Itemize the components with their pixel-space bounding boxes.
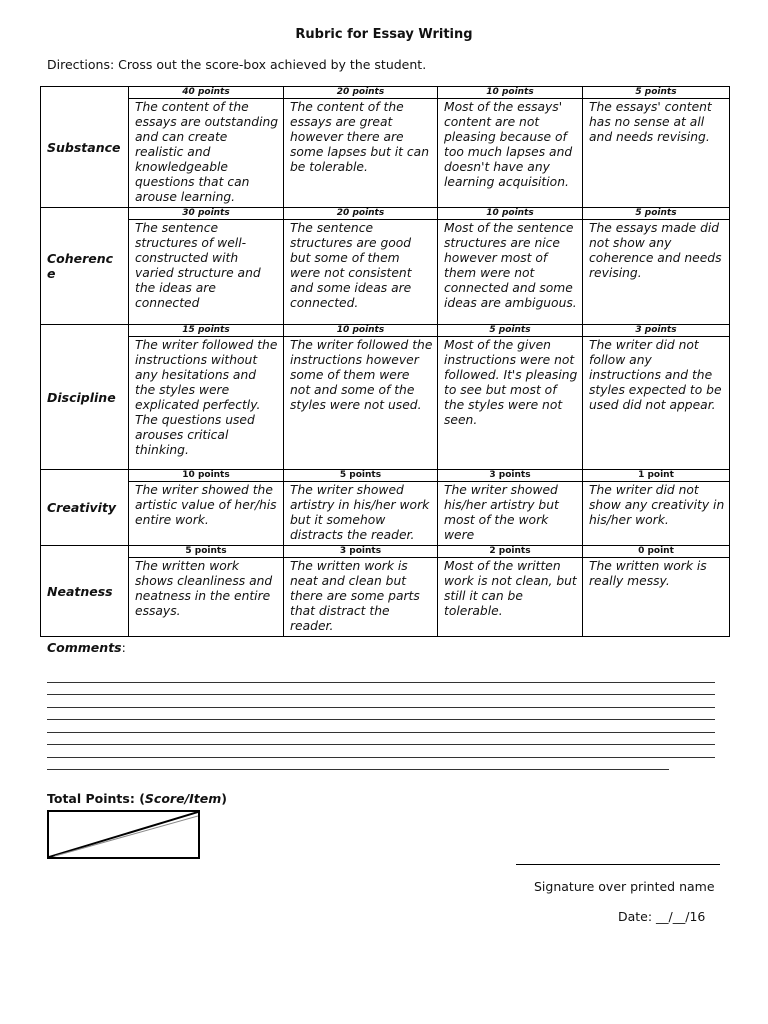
criterion-label: Creativity (41, 470, 129, 546)
criterion-label: Neatness (41, 546, 129, 637)
score-cell[interactable] (129, 87, 284, 208)
rubric-row (41, 87, 730, 208)
points-header: 3 points (284, 546, 437, 558)
rubric-row (41, 325, 730, 470)
score-cell[interactable] (129, 325, 284, 470)
score-description: The written work is really messy. (589, 559, 707, 588)
signature-label: Signature over printed name (534, 879, 715, 894)
score-description: The sentence structures of well-constructed with varied structure and the ideas are connected (135, 221, 261, 310)
score-description: The content of the essays are outstanding and can create realistic and knowledgeable questions that can arouse learning. (135, 100, 279, 204)
points-header: 0 point (583, 546, 729, 558)
score-cell[interactable] (583, 325, 730, 470)
comment-line[interactable] (47, 720, 715, 733)
score-description: The writer followed the instructions without any hesitations and the styles were explicated perfectly. The questions used arouses critical thinking. (135, 338, 278, 457)
points-header: 1 point (583, 470, 729, 482)
score-cell[interactable] (129, 470, 284, 546)
total-points-suffix: ) (221, 791, 227, 806)
score-cell[interactable] (583, 208, 730, 325)
points-header: 5 points (583, 87, 729, 99)
points-header: 10 points (129, 470, 283, 482)
score-description: The writer did not show any creativity in his/her work. (589, 483, 725, 527)
comment-line[interactable] (47, 758, 669, 771)
points-header: 30 points (129, 208, 283, 220)
score-cell[interactable] (583, 87, 730, 208)
comment-line[interactable] (47, 670, 715, 683)
score-cell[interactable] (284, 546, 438, 637)
score-description: The written work shows cleanliness and neatness in the entire essays. (135, 559, 273, 618)
score-cell[interactable] (284, 87, 438, 208)
score-description: The written work is neat and clean but there are some parts that distract the reader. (290, 559, 420, 633)
total-points-italic: Score/Item (144, 791, 222, 806)
comment-line[interactable] (47, 733, 715, 746)
rubric-row (41, 208, 730, 325)
criterion-label: Substance (41, 87, 129, 208)
points-header: 5 points (438, 325, 582, 337)
comments-label (47, 640, 126, 655)
points-header: 5 points (129, 546, 283, 558)
points-header: 20 points (284, 208, 437, 220)
score-cell[interactable] (284, 325, 438, 470)
points-header: 40 points (129, 87, 283, 99)
score-description: The writer showed his/her artistry but most of the work were (444, 483, 559, 542)
page-title: Rubric for Essay Writing (295, 27, 473, 42)
score-box-diagonal (49, 812, 198, 857)
score-description: The essays made did not show any coherence and needs revising. (589, 221, 722, 280)
points-header: 10 points (438, 87, 582, 99)
score-description: The writer followed the instructions however some of them were not and some of the styles were not used. (290, 338, 433, 412)
points-header: 5 points (284, 470, 437, 482)
score-box[interactable] (47, 810, 200, 859)
points-header: 15 points (129, 325, 283, 337)
comment-lines[interactable] (47, 670, 715, 770)
rubric-row (41, 546, 730, 637)
points-header: 20 points (284, 87, 437, 99)
comments-colon: : (121, 640, 126, 655)
points-header: 10 points (438, 208, 582, 220)
score-description: The essays' content has no sense at all and needs revising. (589, 100, 712, 144)
score-cell[interactable] (438, 546, 583, 637)
score-description: The writer showed the artistic value of her/his entire work. (135, 483, 277, 527)
score-cell[interactable] (129, 546, 284, 637)
score-cell[interactable] (583, 470, 730, 546)
criterion-label: Coherenc e (41, 208, 129, 325)
points-header: 3 points (583, 325, 729, 337)
total-points-label (47, 791, 227, 806)
score-description: The content of the essays are great however there are some lapses but it can be tolerable. (290, 100, 429, 174)
score-description: Most of the given instructions were not followed. It's pleasing to see but most of the styles were not seen. (444, 338, 578, 427)
comment-line[interactable] (47, 745, 715, 758)
score-description: Most of the essays' content are not pleasing because of too much lapses and doesn't have any learning acquisition. (444, 100, 573, 189)
comments-label-text: Comments (47, 640, 122, 655)
date-field: Date: __/__/16 (618, 909, 706, 924)
score-cell[interactable] (284, 470, 438, 546)
score-cell[interactable] (129, 208, 284, 325)
score-cell[interactable] (438, 208, 583, 325)
criterion-label: Discipline (41, 325, 129, 470)
score-description: Most of the sentence structures are nice however most of them were not connected and some ideas are ambiguous. (444, 221, 577, 310)
rubric-table (40, 86, 730, 637)
signature-line[interactable] (516, 864, 720, 865)
score-cell[interactable] (438, 325, 583, 470)
comment-line[interactable] (47, 695, 715, 708)
points-header: 2 points (438, 546, 582, 558)
score-cell[interactable] (284, 208, 438, 325)
rubric-row (41, 470, 730, 546)
score-description: The sentence structures are good but some of them were not consistent and some ideas are connected. (290, 221, 412, 310)
directions-text: Directions: Cross out the score-box achieved by the student. (47, 57, 427, 72)
points-header: 5 points (583, 208, 729, 220)
score-description: The writer did not follow any instructions and the styles expected to be used did not appear. (589, 338, 722, 412)
comment-line[interactable] (47, 708, 715, 721)
comment-line[interactable] (47, 683, 715, 696)
points-header: 10 points (284, 325, 437, 337)
score-description: Most of the written work is not clean, but still it can be tolerable. (444, 559, 577, 618)
score-cell[interactable] (438, 87, 583, 208)
score-cell[interactable] (438, 470, 583, 546)
total-points-prefix: Total Points: ( (47, 791, 145, 806)
score-cell[interactable] (583, 546, 730, 637)
score-description: The writer showed artistry in his/her work but it somehow distracts the reader. (290, 483, 430, 542)
points-header: 3 points (438, 470, 582, 482)
